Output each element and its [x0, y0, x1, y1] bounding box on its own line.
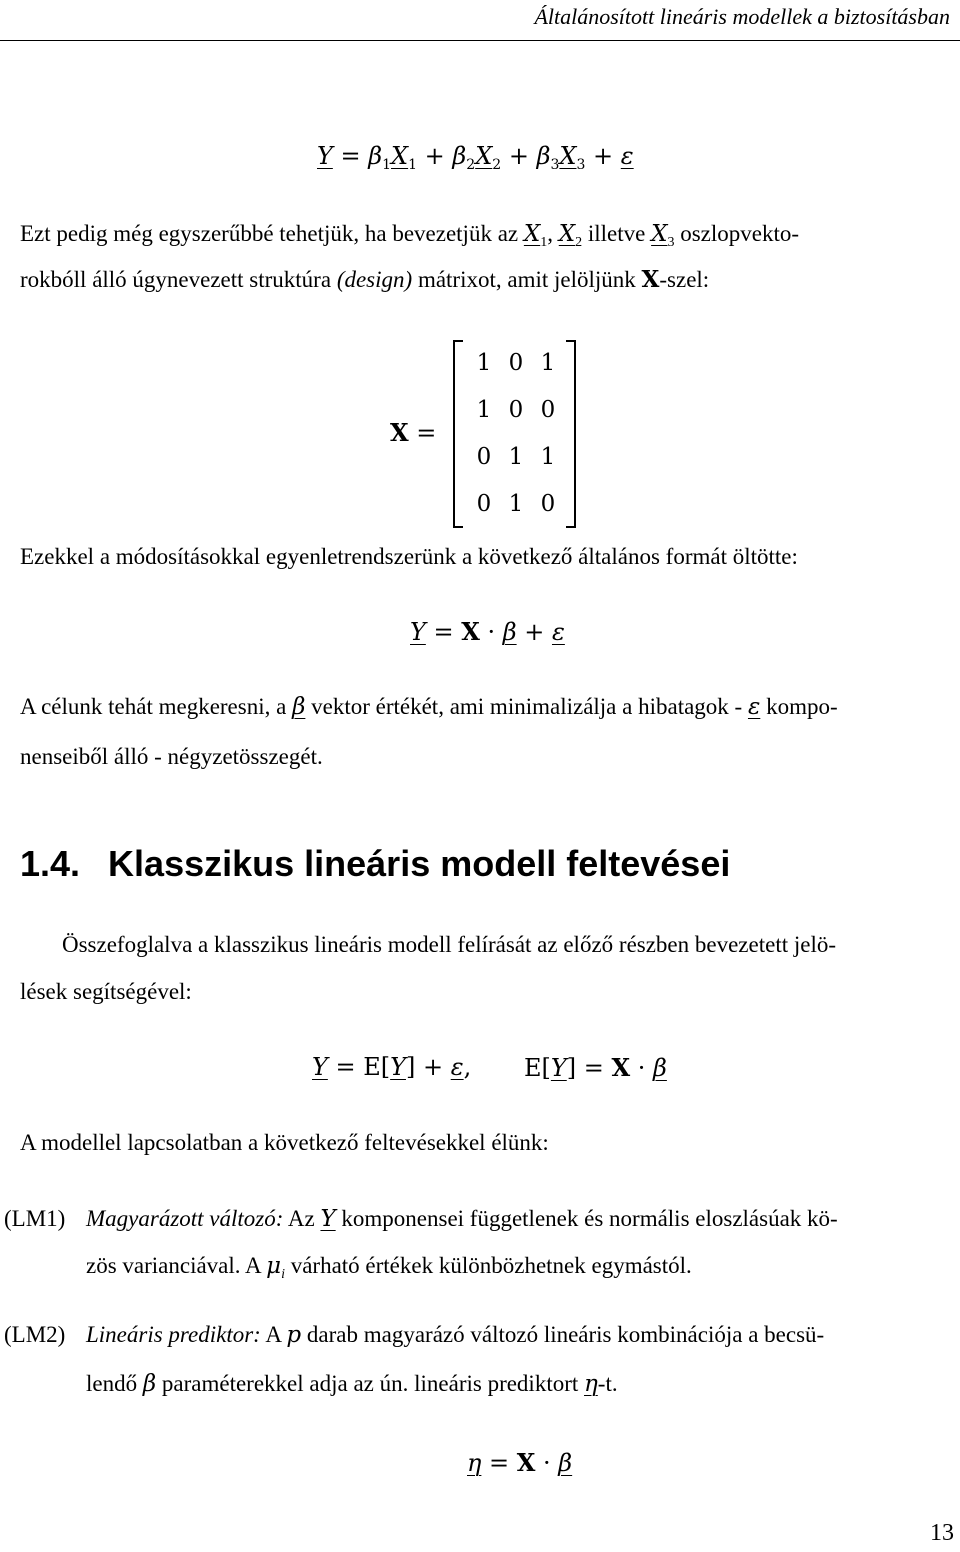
paragraph-line: A célunk tehát megkeresni, a β vektor értékét, ami minimalizálja a hibatagok - ε kompo- [20, 694, 838, 720]
matrix-row: 1 0 0 [476, 397, 556, 423]
assumption-lm2-line: lendő β paraméterekkel adja az ún. lineáris prediktort η-t. [86, 1371, 618, 1397]
matrix-left-bracket [453, 340, 463, 528]
assumption-label-lm1: (LM1) [4, 1206, 66, 1231]
paragraph-line: rokbóll álló úgynevezett struktúra (design) mátrixot, amit jelöljünk X-szel: [20, 266, 710, 293]
matrix-row: 0 1 0 [476, 491, 556, 517]
equation-expectation-matrix: E[Y] = X · β [524, 1053, 667, 1082]
running-header: Általánosított lineáris modellek a biztosításban [534, 4, 950, 29]
equation-linear-predictor: η = X · β [467, 1448, 573, 1477]
paragraph-line: Összefoglalva a klasszikus lineáris modell felírását az előző részben bevezetett jelö- [62, 932, 837, 957]
matrix-row: 1 0 1 [476, 350, 556, 376]
page-number: 13 [930, 1520, 954, 1546]
paragraph-line: Ezekkel a módosításokkal egyenletrendszerünk a következő általános formát öltötte: [20, 544, 798, 569]
matrix-row: 0 1 1 [476, 444, 556, 470]
paragraph-line: lések segítségével: [20, 979, 192, 1004]
paragraph-line: nenseiből álló - négyzetösszegét. [20, 744, 323, 769]
assumption-label-lm2: (LM2) [4, 1322, 66, 1347]
header-rule [0, 40, 960, 41]
section-heading: 1.4. Klasszikus lineáris modell feltevései [20, 843, 731, 884]
equation-expectation: Y = E[Y] + ε, [312, 1053, 472, 1081]
matrix-right-bracket [566, 340, 576, 528]
paragraph-line: Ezt pedig még egyszerűbbé tehetjük, ha bevezetjük az $X_1$, $X_2$ illetve $X_3$ oszlopvekto- [20, 221, 800, 250]
design-matrix [468, 340, 564, 528]
paragraph-line: A modellel lapcsolatban a következő feltevésekkel élünk: [20, 1130, 549, 1155]
assumption-lm1-line: Magyarázott változó: Az Y komponensei függetlenek és normális eloszlásúak kö- [86, 1206, 838, 1232]
equation-matrix-form: Y = X · β + ε [410, 617, 565, 646]
assumption-lm2-line: Lineáris prediktor: A p darab magyarázó változó lineáris kombinációja a becsü- [86, 1322, 825, 1348]
equation-linear-model: $Y = \beta_1X_1 + \beta_2X_2 + \beta_3X_3 + \varepsilon$ [317, 142, 634, 173]
assumption-lm1-line: zös varianciával. A $\mu_i$ várható értékek különbözhetnek egymástól. [86, 1253, 692, 1282]
matrix-lhs: X = [390, 418, 437, 447]
